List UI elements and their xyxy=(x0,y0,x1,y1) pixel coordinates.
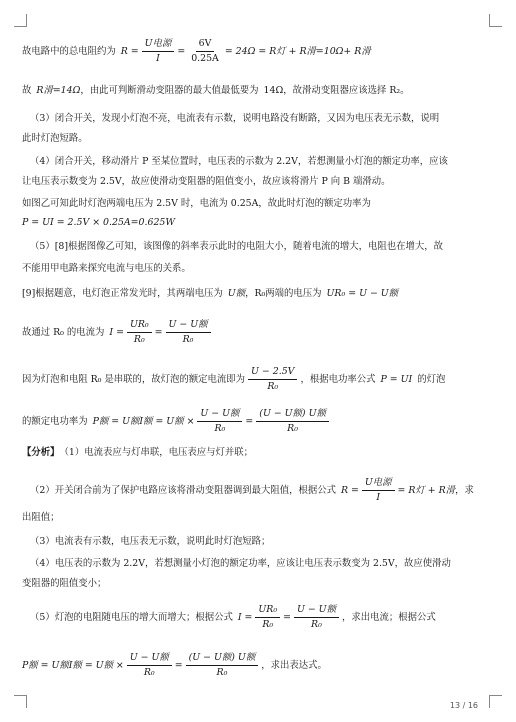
current-r0-line: 故通过 R₀ 的电流为 I = $\frac{\text{UR₀}}{\text{R₀}}$ = $\frac{\text{U − U额}}{\text{R₀}}$ xyxy=(22,319,494,346)
crop-mark-bottom-right xyxy=(489,695,502,708)
paragraph-line: 不能用甲电路来探究电流与电压的关系。 xyxy=(22,263,191,274)
rated-power-line: 的额定电功率为 P额 = U额I额 = U额 × $\frac{\text{U − U额}}{\text{R₀}}$ = $\frac{\text{(U − U额) U额}}{\text{R₀}}$ xyxy=(22,408,494,435)
fraction: $\frac{\text{U − U额}}{\text{R₀}}$ xyxy=(127,652,172,679)
paragraph-line: （5）[8]根据图像乙可知，该图像的斜率表示此时的电阻大小，随着电流的增大，电阻也在增大，故 xyxy=(30,241,443,252)
paragraph-line: 让电压表示数变为 2.5V，故应使滑动变阻器的阻值变小，故应该将滑片 P 向 B 端滑动。 xyxy=(22,176,391,187)
total-resistance-line: 故电路中的总电阻约为 R = $\frac{\text{U电源}}{I}$ = $\frac{6V}{0.25A}$ = 24Ω = R灯 + R滑=10Ω+ R滑 xyxy=(22,38,371,64)
paragraph-line: 此时灯泡短路。 xyxy=(22,133,88,144)
analysis-step-2-line: （2）开关闭合前为了保护电路应该将滑动变阻器调到最大阻值，根据公式 R = $\frac{\text{U电源}}{I}$ = R灯 + R滑 ，求 xyxy=(30,477,474,503)
power-formula-line: P = UI = 2.5V × 0.25A=0.625W xyxy=(22,217,176,228)
paragraph-line: 变阻器的阻值变小； xyxy=(22,578,107,589)
fraction-6v-over-025a: $\frac{6V}{0.25A}$ xyxy=(191,38,219,64)
paragraph-line: （4）电压表的示数为 2.2V，若想测量小灯泡的额定功率，应该让电压表示数变为 2.5V，故应使滑动 xyxy=(30,558,451,569)
analysis-step-5-line: （5）灯泡的电阻随电压的增大而增大；根据公式 I = $\frac{\text{UR₀}}{\text{R₀}}$ = $\frac{\text{U − U额}}{\text{R₀}}$ ，求出电流；根据公式 xyxy=(30,604,436,630)
fraction: $\frac{\text{(U − U额) U额}}{\text{R₀}}$ xyxy=(256,408,329,435)
final-expression-line: P额 = U额I额 = U额 × $\frac{\text{U − U额}}{\text{R₀}}$ = $\frac{\text{(U − U额) U额}}{\text{R₀}}$ ，求出表达式。 xyxy=(22,652,327,678)
crop-mark-top-right xyxy=(489,14,502,27)
analysis-tag: 【分析】 xyxy=(22,447,60,458)
fraction: $\frac{\text{U电源}}{I}$ xyxy=(362,477,395,504)
rated-current-line: 因为灯泡和电阻 R₀ 是串联的，故灯泡的额定电流即为 $\frac{U - 2.5V}{\text{R₀}}$ ，根据电功率公式 P = UI 的灯泡 xyxy=(22,366,446,392)
formula-lhs: R = xyxy=(120,46,139,57)
fraction: $\frac{\text{UR₀}}{\text{R₀}}$ xyxy=(127,319,152,346)
fraction: $\frac{\text{U − U额}}{\text{R₀}}$ xyxy=(197,408,242,435)
crop-mark-top-left xyxy=(14,14,27,27)
formula-rhs: = 24Ω = R灯 + R滑=10Ω+ R滑 xyxy=(224,46,371,57)
paragraph-line: （3）闭合开关，发现小灯泡不亮，电流表有示数，说明电路没有断路，又因为电压表无示数，说明 xyxy=(30,113,440,124)
fraction-u-over-i: $\frac{\text{U电源}}{I}$ xyxy=(142,38,175,65)
fraction: $\frac{\text{U − U额}}{\text{R₀}}$ xyxy=(294,604,339,631)
paragraph-line: （3）电流表有示数，电压表无示数，说明此时灯泡短路； xyxy=(30,536,271,547)
page-number: 13 / 16 xyxy=(449,701,478,710)
rated-voltage-line: [9]根据题意，电灯泡正常发光时，其两端电压为 U额 ，R₀两端的电压为 UR₀ = U − U额 xyxy=(22,288,399,299)
fraction: $\frac{\text{(U − U额) U额}}{\text{R₀}}$ xyxy=(186,652,259,679)
analysis-heading-line: 【分析】 （1）电流表应与灯串联，电压表应与灯并联； xyxy=(22,447,253,458)
fraction: $\frac{\text{UR₀}}{\text{R₀}}$ xyxy=(255,604,280,631)
formula-r-slide: R滑=14Ω xyxy=(36,85,81,96)
paragraph-line: 如图乙可知此时灯泡两端电压为 2.5V 时，电流为 0.25A，故此时灯泡的额定功率为 xyxy=(22,198,371,209)
paragraph-line: 出阻值； xyxy=(22,512,60,523)
text-segment: 故电路中的总电阻约为 xyxy=(22,46,116,57)
crop-mark-bottom-left xyxy=(14,695,27,708)
rheostat-min-line: 故 R滑=14Ω ，由此可判断滑动变阻器的最大值最低要为 14Ω ，故滑动变阻器应该选择 R₂。 xyxy=(22,85,410,96)
fraction: $\frac{\text{U − U额}}{\text{R₀}}$ xyxy=(166,319,211,346)
fraction: $\frac{U - 2.5V}{\text{R₀}}$ xyxy=(248,366,297,393)
paragraph-line: （4）闭合开关，移动滑片 P 至某位置时，电压表的示数为 2.2V，若想测量小灯泡的额定功率，应该 xyxy=(30,156,448,167)
